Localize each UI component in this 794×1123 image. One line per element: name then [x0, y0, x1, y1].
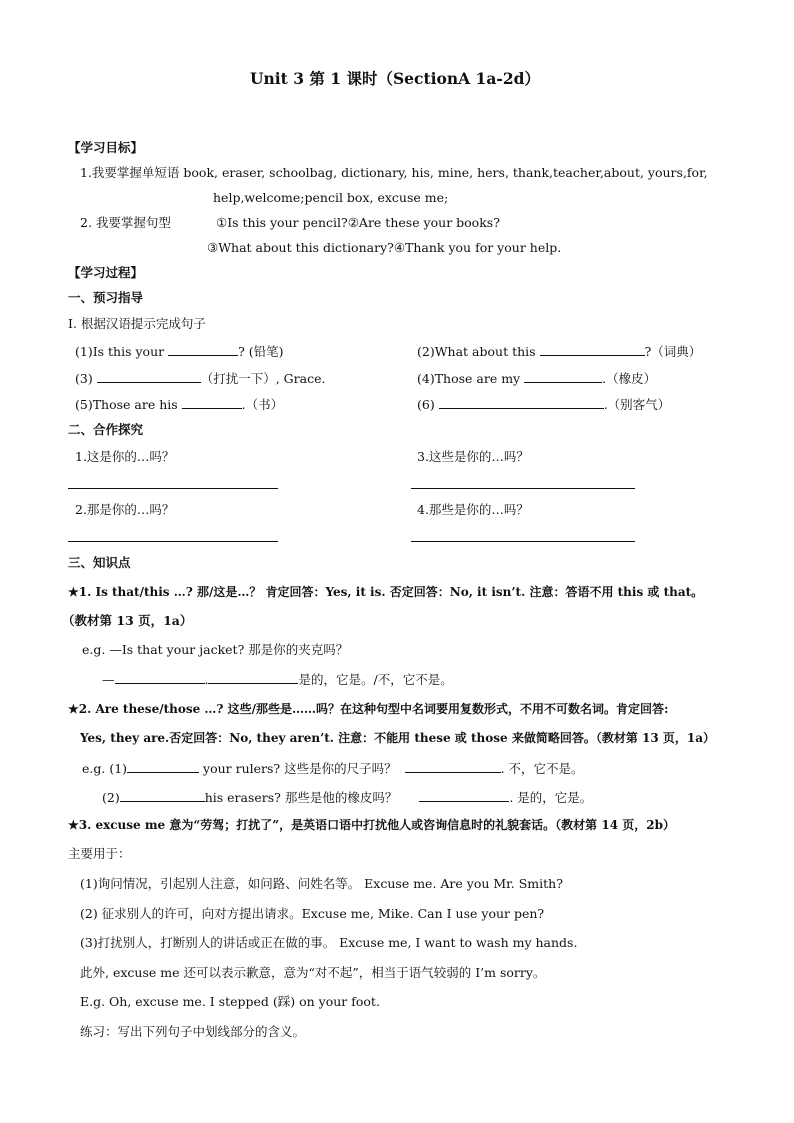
goal-1-line-1: 1.我要掌握单短语 book, eraser, schoolbag, dictionary, his, mine, hers, thank,teacher,about, yours,for, — [80, 165, 708, 180]
cooperation-1: 1.这是你的…吗？ — [75, 449, 175, 464]
answer-line-4[interactable] — [411, 541, 635, 542]
knowledge-3-line-1: ★3. excuse me 意为“劳驾；打扰了”，是英语口语中打扰他人或咨询信息时的礼貌套话。（教材第 14 页，2b） — [68, 818, 675, 832]
section-1-title: 一、预习指导 — [68, 290, 144, 305]
answer-blank[interactable] — [405, 760, 501, 773]
question-1: (1)Is this your ? (铅笔) — [75, 344, 284, 359]
page-title: Unit 3 第 1 课时（SectionA 1a-2d） — [250, 69, 540, 88]
knowledge-1-line-2: （教材第 13 页，1a） — [62, 613, 193, 628]
knowledge-2-line-1: ★2. Are these/those …? 这些/那些是……吗？在这种句型中名词要用复数形式，不用不可数名词。肯定回答: — [68, 702, 669, 716]
cooperation-2: 2.那是你的…吗？ — [75, 502, 175, 517]
answer-line-2[interactable] — [68, 541, 278, 542]
knowledge-3-use-3: (3)打扰别人，打断别人的讲话或正在做的事。 Excuse me, I want to wash my hands. — [80, 935, 578, 950]
question-5: (5)Those are his .（书） — [75, 397, 284, 412]
knowledge-3-use-1: (1)询问情况，引起别人注意，如问路、问姓名等。 Excuse me. Are you Mr. Smith? — [80, 876, 563, 891]
answer-blank[interactable] — [524, 370, 602, 383]
answer-blank[interactable] — [419, 789, 509, 802]
knowledge-1-example: e.g. —Is that your jacket? 那是你的夹克吗？ — [82, 642, 349, 657]
answer-blank[interactable] — [182, 396, 242, 409]
question-2: (2)What about this ?（词典） — [417, 344, 702, 359]
answer-blank[interactable] — [168, 343, 238, 356]
answer-line-3[interactable] — [411, 488, 635, 489]
goals-heading: 【学习目标】 — [68, 140, 144, 155]
goal-1-line-2: help,welcome;pencil box, excuse me; — [213, 190, 449, 205]
answer-blank[interactable] — [97, 370, 201, 383]
knowledge-2-example-1: e.g. (1) your rulers? 这些是你的尺子吗？ . 不，它不是。 — [82, 761, 584, 776]
knowledge-3-example: E.g. Oh, excuse me. I stepped (踩) on your foot. — [80, 994, 380, 1009]
answer-blank[interactable] — [208, 671, 298, 684]
cooperation-3: 3.这些是你的…吗？ — [417, 449, 529, 464]
knowledge-3-use-2: (2) 征求别人的许可，向对方提出请求。Excuse me, Mike. Can I use your pen? — [80, 906, 545, 921]
knowledge-3-practice: 练习：写出下列句子中划线部分的含义。 — [80, 1024, 306, 1039]
question-6: (6) .（别客气） — [417, 397, 671, 412]
knowledge-3-uses: 主要用于： — [68, 846, 131, 861]
answer-blank[interactable] — [120, 789, 205, 802]
goal-2-line-2: ③What about this dictionary?④Thank you for your help. — [207, 240, 562, 255]
knowledge-2-example-2: (2) his erasers? 那些是他的橡皮吗？ . 是的，它是。 — [102, 790, 593, 805]
knowledge-2-line-2: Yes, they are.否定回答：No, they aren’t. 注意：不能用 these 或 those 来做简略回答。（教材第 13 页，1a） — [80, 731, 715, 745]
cooperation-4: 4.那些是你的…吗？ — [417, 502, 529, 517]
answer-blank[interactable] — [127, 760, 199, 773]
section-2-title: 二、合作探究 — [68, 422, 144, 437]
question-3: (3) （打扰一下）, Grace. — [75, 371, 326, 386]
question-4: (4)Those are my .（橡皮） — [417, 371, 657, 386]
answer-blank[interactable] — [439, 396, 604, 409]
process-heading: 【学习过程】 — [68, 265, 144, 280]
goal-2-line-1: ①Is this your pencil?②Are these your books? — [216, 215, 500, 230]
section-3-title: 三、知识点 — [68, 555, 131, 570]
sub-1-title: I. 根据汉语提示完成句子 — [68, 316, 206, 331]
knowledge-3-extra: 此外, excuse me 还可以表示歉意，意为“对不起”，相当于语气较弱的 I’m sorry。 — [80, 965, 546, 980]
answer-line-1[interactable] — [68, 488, 278, 489]
knowledge-1-answer: — . 是的，它是。/不，它不是。 — [102, 672, 453, 687]
goal-2-label: 2. 我要掌握句型 — [80, 215, 171, 230]
knowledge-1-line-1: ★1. Is that/this …? 那/这是…？ 肯定回答：Yes, it is. 否定回答：No, it isn’t. 注意：答语不用 this 或 that。 — [68, 585, 704, 599]
answer-blank[interactable] — [115, 671, 205, 684]
answer-blank[interactable] — [540, 343, 645, 356]
